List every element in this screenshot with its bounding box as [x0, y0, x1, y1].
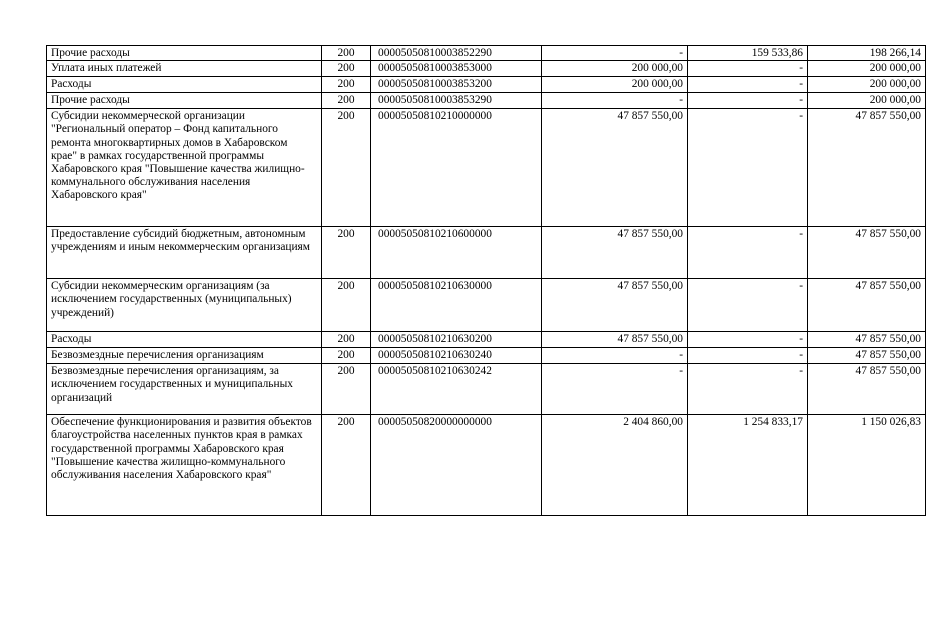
row-executed-amount: - — [688, 109, 808, 227]
row-executed-amount: - — [688, 279, 808, 332]
row-line-code: 200 — [322, 77, 371, 93]
row-name: Уплата иных платежей — [47, 61, 322, 77]
row-name: Субсидии некоммерческой организации "Региональный оператор – Фонд капитального ремонта многоквартирных домов в Хабаровском крае" в рамках государственной программы Хабаровского края "Повышение качества жилищно-коммунального обслуживания населения Хабаровского края" — [47, 109, 322, 227]
row-budget-code: 00005050810003853000 — [371, 61, 542, 77]
row-executed-amount: - — [688, 332, 808, 348]
row-budget-code: 00005050820000000000 — [371, 415, 542, 516]
table-row — [47, 93, 926, 109]
row-name: Расходы — [47, 77, 322, 93]
row-remaining-amount: 200 000,00 — [808, 93, 926, 109]
table-row — [47, 348, 926, 364]
row-remaining-amount: 198 266,14 — [808, 46, 926, 61]
row-line-code: 200 — [322, 227, 371, 279]
row-budget-code: 00005050810210630200 — [371, 332, 542, 348]
table-row — [47, 332, 926, 348]
row-plan-amount: - — [542, 348, 688, 364]
row-budget-code: 00005050810003852290 — [371, 46, 542, 61]
row-remaining-amount: 47 857 550,00 — [808, 109, 926, 227]
table-row — [47, 364, 926, 415]
row-plan-amount: 200 000,00 — [542, 61, 688, 77]
row-executed-amount: 1 254 833,17 — [688, 415, 808, 516]
row-plan-amount: - — [542, 46, 688, 61]
budget-execution-table — [46, 45, 926, 516]
row-name: Безвозмездные перечисления организациям, за исключением государственных и муниципальных организаций — [47, 364, 322, 415]
row-remaining-amount: 47 857 550,00 — [808, 332, 926, 348]
row-budget-code: 00005050810003853200 — [371, 77, 542, 93]
row-line-code: 200 — [322, 279, 371, 332]
row-remaining-amount: 200 000,00 — [808, 61, 926, 77]
row-line-code: 200 — [322, 415, 371, 516]
row-plan-amount: 200 000,00 — [542, 77, 688, 93]
row-remaining-amount: 200 000,00 — [808, 77, 926, 93]
table-row — [47, 109, 926, 227]
row-plan-amount: 47 857 550,00 — [542, 227, 688, 279]
row-executed-amount: - — [688, 93, 808, 109]
row-remaining-amount: 47 857 550,00 — [808, 279, 926, 332]
row-plan-amount: 2 404 860,00 — [542, 415, 688, 516]
row-line-code: 200 — [322, 109, 371, 227]
row-line-code: 200 — [322, 348, 371, 364]
table-row — [47, 77, 926, 93]
row-executed-amount: 159 533,86 — [688, 46, 808, 61]
row-remaining-amount: 47 857 550,00 — [808, 348, 926, 364]
row-plan-amount: - — [542, 93, 688, 109]
row-plan-amount: 47 857 550,00 — [542, 332, 688, 348]
row-executed-amount: - — [688, 77, 808, 93]
row-line-code: 200 — [322, 364, 371, 415]
row-name: Расходы — [47, 332, 322, 348]
row-name: Предоставление субсидий бюджетным, автономным учреждениям и иным некоммерческим организациям — [47, 227, 322, 279]
row-budget-code: 00005050810210630242 — [371, 364, 542, 415]
row-budget-code: 00005050810210600000 — [371, 227, 542, 279]
table-row — [47, 61, 926, 77]
row-plan-amount: 47 857 550,00 — [542, 279, 688, 332]
row-name: Обеспечение функционирования и развития объектов благоустройства населенных пунктов края в рамках государственной программы Хабаровского края "Повышение качества жилищно-коммунального обслуживания населения Хабаровского края" — [47, 415, 322, 516]
row-budget-code: 00005050810210630000 — [371, 279, 542, 332]
row-executed-amount: - — [688, 364, 808, 415]
row-plan-amount: 47 857 550,00 — [542, 109, 688, 227]
row-remaining-amount: 47 857 550,00 — [808, 227, 926, 279]
table-row — [47, 415, 926, 516]
row-remaining-amount: 47 857 550,00 — [808, 364, 926, 415]
row-line-code: 200 — [322, 332, 371, 348]
row-executed-amount: - — [688, 61, 808, 77]
row-executed-amount: - — [688, 227, 808, 279]
row-plan-amount: - — [542, 364, 688, 415]
row-budget-code: 00005050810210630240 — [371, 348, 542, 364]
row-line-code: 200 — [322, 61, 371, 77]
row-executed-amount: - — [688, 348, 808, 364]
row-name: Прочие расходы — [47, 93, 322, 109]
row-line-code: 200 — [322, 46, 371, 61]
row-budget-code: 00005050810003853290 — [371, 93, 542, 109]
table-row — [47, 227, 926, 279]
row-name: Безвозмездные перечисления организациям — [47, 348, 322, 364]
row-budget-code: 00005050810210000000 — [371, 109, 542, 227]
table-row — [47, 279, 926, 332]
row-name: Субсидии некоммерческим организациям (за исключением государственных (муниципальных) учреждений) — [47, 279, 322, 332]
row-name: Прочие расходы — [47, 46, 322, 61]
row-line-code: 200 — [322, 93, 371, 109]
table-row — [47, 46, 926, 61]
row-remaining-amount: 1 150 026,83 — [808, 415, 926, 516]
